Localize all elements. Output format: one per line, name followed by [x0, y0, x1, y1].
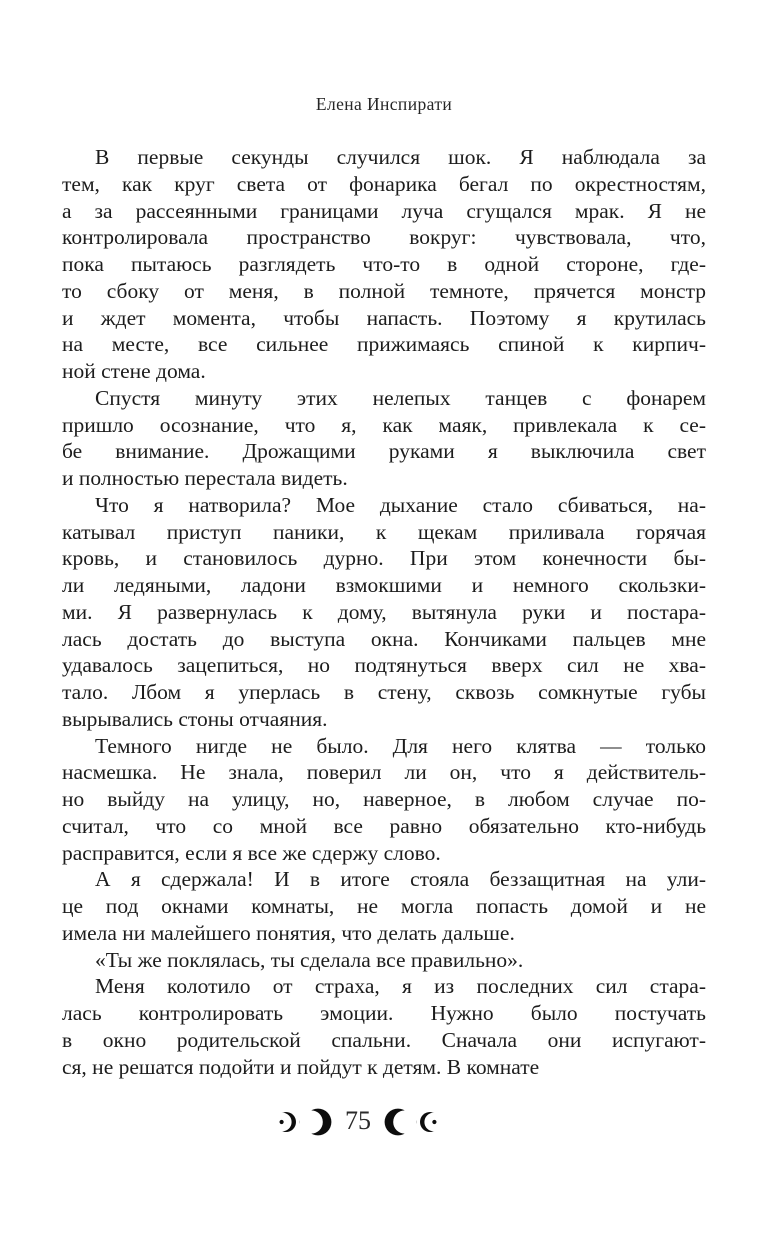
page-footer — [276, 1106, 440, 1138]
text-line: ми. Я развернулась к дому, вытянула руки и постара- — [62, 599, 706, 624]
running-header-author: Елена Инспирати — [315, 94, 453, 114]
text-line: Темного нигде не было. Для него клятва — только — [95, 733, 706, 758]
text-line: В первые секунды случился шок. Я наблюдала за — [95, 145, 706, 169]
text-line: то сбоку от меня, в полной темноте, прячется монстр — [62, 278, 706, 303]
paragraph — [62, 973, 706, 1080]
paragraph — [62, 733, 706, 867]
crescent-moons-left-icon — [276, 1107, 332, 1137]
text-line: кровь, и становилось дурно. При этом конечности бы- — [62, 546, 706, 571]
text-line: Меня колотило от страха, я из последних сил стара- — [95, 974, 706, 999]
text-line: но выйду на улицу, но, наверное, в любом случае по- — [62, 787, 706, 811]
text-line: вырывались стоны отчаяния. — [62, 706, 328, 731]
text-line: в окно родительской спальни. Сначала они испугают- — [62, 1027, 706, 1052]
body-text — [62, 144, 706, 1080]
text-line: ся, не решатся подойти и пойдут к детям. В комнате — [62, 1054, 540, 1079]
crescent-moons-right-icon — [384, 1107, 440, 1137]
text-line: удавалось зацепиться, но подтянуться вверх сил не хва- — [62, 653, 706, 678]
paragraph — [62, 947, 706, 974]
text-line: Спустя минуту этих нелепых танцев с фонарем — [95, 385, 706, 410]
text-line: тало. Лбом я уперлась в стену, сквозь сомкнутые губы — [62, 680, 706, 704]
text-line: «Ты же поклялась, ты сделала все правильно». — [95, 947, 524, 972]
text-line: це под окнами комнаты, не могла попасть домой и не — [62, 894, 706, 918]
text-line: лась достать до выступа окна. Кончиками пальцев мне — [62, 626, 706, 651]
text-line: тем, как круг света от фонарика бегал по окрестностям, — [62, 171, 706, 196]
text-line: на месте, все сильнее прижимаясь спиной к кирпич- — [62, 332, 706, 357]
paragraph — [62, 144, 706, 385]
text-line: бе внимание. Дрожащими руками я выключила свет — [62, 439, 706, 464]
text-line: и ждет момента, чтобы напасть. Поэтому я крутилась — [62, 305, 706, 330]
text-line: имела ни малейшего понятия, что делать дальше. — [62, 920, 515, 945]
text-line: лась контролировать эмоции. Нужно было постучать — [62, 1001, 706, 1025]
text-line: катывал приступ паники, к щекам приливала горячая — [62, 519, 706, 544]
text-line: а за рассеянными границами луча сгущался мрак. Я не — [62, 198, 706, 223]
paragraph — [62, 385, 706, 492]
text-line: контролировала пространство вокруг: чувствовала, что, — [62, 225, 706, 250]
text-line: расправится, если я все же сдержу слово. — [62, 840, 441, 865]
text-line: ной стене дома. — [62, 359, 206, 383]
text-line: насмешка. Не знала, поверил ли он, что я действитель- — [62, 760, 706, 785]
paragraph — [62, 492, 706, 733]
text-line: Что я натворила? Мое дыхание стало сбиваться, на- — [95, 492, 706, 517]
text-line: считал, что со мной все равно обязательно кто-нибудь — [62, 813, 706, 838]
text-line: А я сдержала! И в итоге стояла беззащитная на ули- — [95, 867, 706, 892]
text-line: пока пытаюсь разглядеть что-то в одной стороне, где- — [62, 252, 706, 276]
paragraph — [62, 866, 706, 946]
text-line: пришло осознание, что я, как маяк, привлекала к се- — [62, 412, 706, 437]
text-line: ли ледяными, ладони взмокшими и немного скользки- — [62, 573, 706, 597]
page-number: 75 — [345, 1106, 371, 1135]
text-line: и полностью перестала видеть. — [62, 466, 348, 490]
